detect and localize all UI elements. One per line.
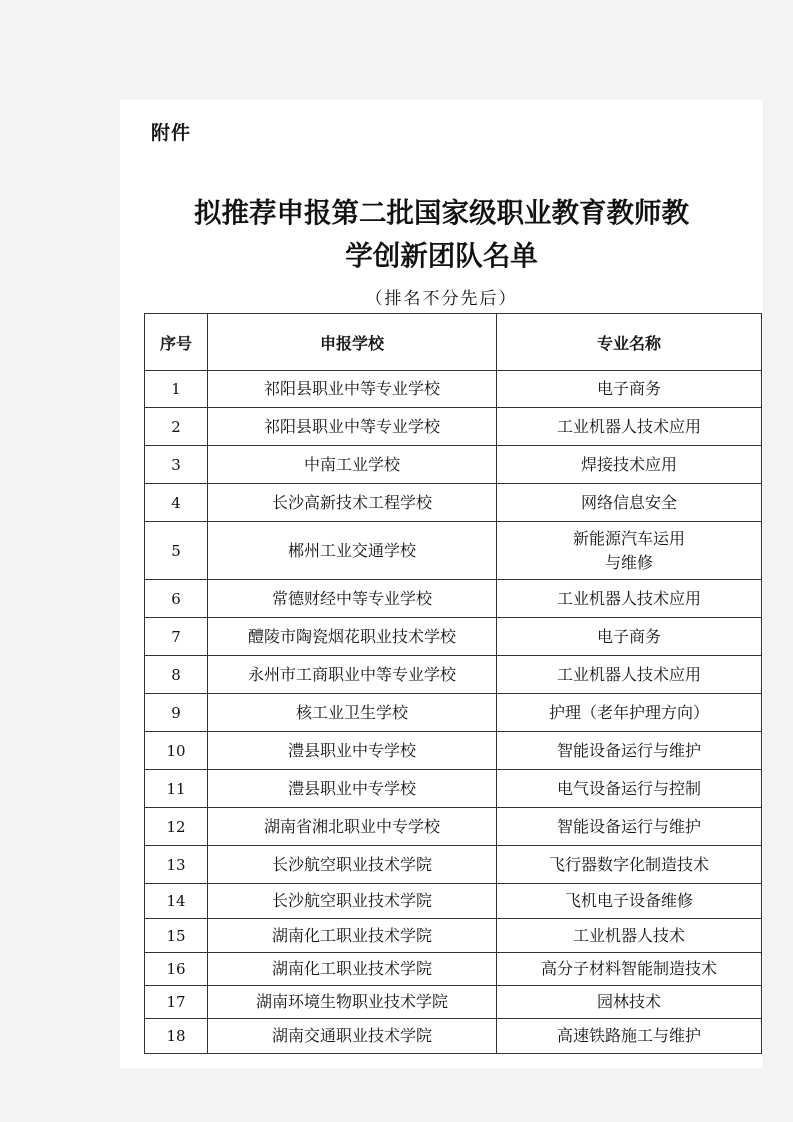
table-row [145, 446, 762, 484]
row-major-line-1: 工业机器人技术 [572, 925, 685, 945]
row-number: 9 [145, 694, 208, 732]
row-major-line-1: 智能设备运行与维护 [556, 740, 701, 760]
row-school: 长沙航空职业技术学院 [208, 846, 497, 884]
row-school: 湖南省湘北职业中专学校 [208, 808, 497, 846]
row-school: 澧县职业中专学校 [208, 770, 497, 808]
team-list-table [144, 313, 762, 1054]
row-major [497, 953, 762, 986]
row-school: 长沙高新技术工程学校 [208, 484, 497, 522]
row-school: 醴陵市陶瓷烟花职业技术学校 [208, 618, 497, 656]
row-major-line-2: 与维修 [604, 552, 653, 572]
table-row [145, 953, 762, 986]
row-major [497, 484, 762, 522]
row-school: 郴州工业交通学校 [208, 522, 497, 580]
row-number: 17 [145, 986, 208, 1019]
row-major [497, 732, 762, 770]
document-page [120, 100, 763, 1068]
row-number: 14 [145, 884, 208, 919]
row-number: 11 [145, 770, 208, 808]
row-major [497, 656, 762, 694]
row-major [497, 371, 762, 408]
document-title [120, 192, 763, 278]
row-school: 湖南环境生物职业技术学院 [208, 986, 497, 1019]
row-number: 5 [145, 522, 208, 580]
row-major-line-1: 电气设备运行与控制 [556, 778, 701, 798]
header-school: 申报学校 [208, 314, 497, 371]
table-row [145, 656, 762, 694]
table-row [145, 618, 762, 656]
title-line-1: 拟推荐申报第二批国家级职业教育教师教 [194, 197, 689, 229]
row-school: 湖南化工职业技术学院 [208, 953, 497, 986]
row-major [497, 770, 762, 808]
row-school: 核工业卫生学校 [208, 694, 497, 732]
table-row [145, 580, 762, 618]
row-major-line-1: 网络信息安全 [580, 492, 677, 512]
row-major [497, 522, 762, 580]
row-number: 2 [145, 408, 208, 446]
row-major-line-1: 焊接技术应用 [580, 454, 677, 474]
table-row [145, 484, 762, 522]
row-major-line-1: 飞行器数字化制造技术 [548, 854, 709, 874]
table-row [145, 919, 762, 953]
row-major-line-1: 新能源汽车运用 [572, 528, 685, 548]
table-row [145, 408, 762, 446]
row-number: 18 [145, 1019, 208, 1054]
row-number: 16 [145, 953, 208, 986]
row-major [497, 884, 762, 919]
row-major-line-1: 工业机器人技术应用 [556, 416, 701, 436]
table-row [145, 732, 762, 770]
row-major-line-1: 高速铁路施工与维护 [556, 1026, 701, 1045]
title-line-2: 学创新团队名单 [345, 240, 538, 272]
row-major [497, 618, 762, 656]
row-major-line-1: 园林技术 [596, 992, 661, 1011]
row-school: 澧县职业中专学校 [208, 732, 497, 770]
row-number: 6 [145, 580, 208, 618]
table-row [145, 371, 762, 408]
row-major [497, 1019, 762, 1054]
row-number: 10 [145, 732, 208, 770]
header-major: 专业名称 [497, 314, 762, 371]
table-row [145, 986, 762, 1019]
document-subtitle: （排名不分先后） [365, 289, 518, 309]
row-major-line-1: 高分子材料智能制造技术 [540, 959, 717, 978]
row-school: 祁阳县职业中等专业学校 [208, 371, 497, 408]
table-row [145, 694, 762, 732]
row-number: 3 [145, 446, 208, 484]
row-school: 湖南交通职业技术学院 [208, 1019, 497, 1054]
row-major [497, 694, 762, 732]
row-major-line-1: 电子商务 [596, 626, 661, 646]
row-school: 湖南化工职业技术学院 [208, 919, 497, 953]
header-number: 序号 [145, 314, 208, 371]
row-school: 长沙航空职业技术学院 [208, 884, 497, 919]
row-number: 8 [145, 656, 208, 694]
row-major-line-1: 工业机器人技术应用 [556, 588, 701, 608]
row-major-line-1: 工业机器人技术应用 [556, 664, 701, 684]
row-school: 中南工业学校 [208, 446, 497, 484]
table-row [145, 808, 762, 846]
table-row [145, 522, 762, 580]
row-number: 12 [145, 808, 208, 846]
row-number: 15 [145, 919, 208, 953]
row-major-line-1: 飞机电子设备维修 [564, 891, 693, 910]
row-major-line-1: 电子商务 [596, 379, 661, 398]
row-major-line-1: 护理（老年护理方向） [548, 702, 709, 722]
row-major [497, 846, 762, 884]
table-row [145, 1019, 762, 1054]
row-school: 永州市工商职业中等专业学校 [208, 656, 497, 694]
row-major-line-1: 智能设备运行与维护 [556, 816, 701, 836]
table-row [145, 846, 762, 884]
row-school: 祁阳县职业中等专业学校 [208, 408, 497, 446]
attachment-label: 附件 [151, 122, 192, 144]
table-row [145, 884, 762, 919]
row-major [497, 446, 762, 484]
row-major [497, 986, 762, 1019]
row-number: 13 [145, 846, 208, 884]
table-row [145, 770, 762, 808]
row-major [497, 919, 762, 953]
row-major [497, 408, 762, 446]
row-number: 4 [145, 484, 208, 522]
row-school: 常德财经中等专业学校 [208, 580, 497, 618]
table-body [145, 371, 762, 1054]
row-number: 1 [145, 371, 208, 408]
row-major [497, 580, 762, 618]
row-number: 7 [145, 618, 208, 656]
row-major [497, 808, 762, 846]
table-header-row [145, 314, 762, 371]
